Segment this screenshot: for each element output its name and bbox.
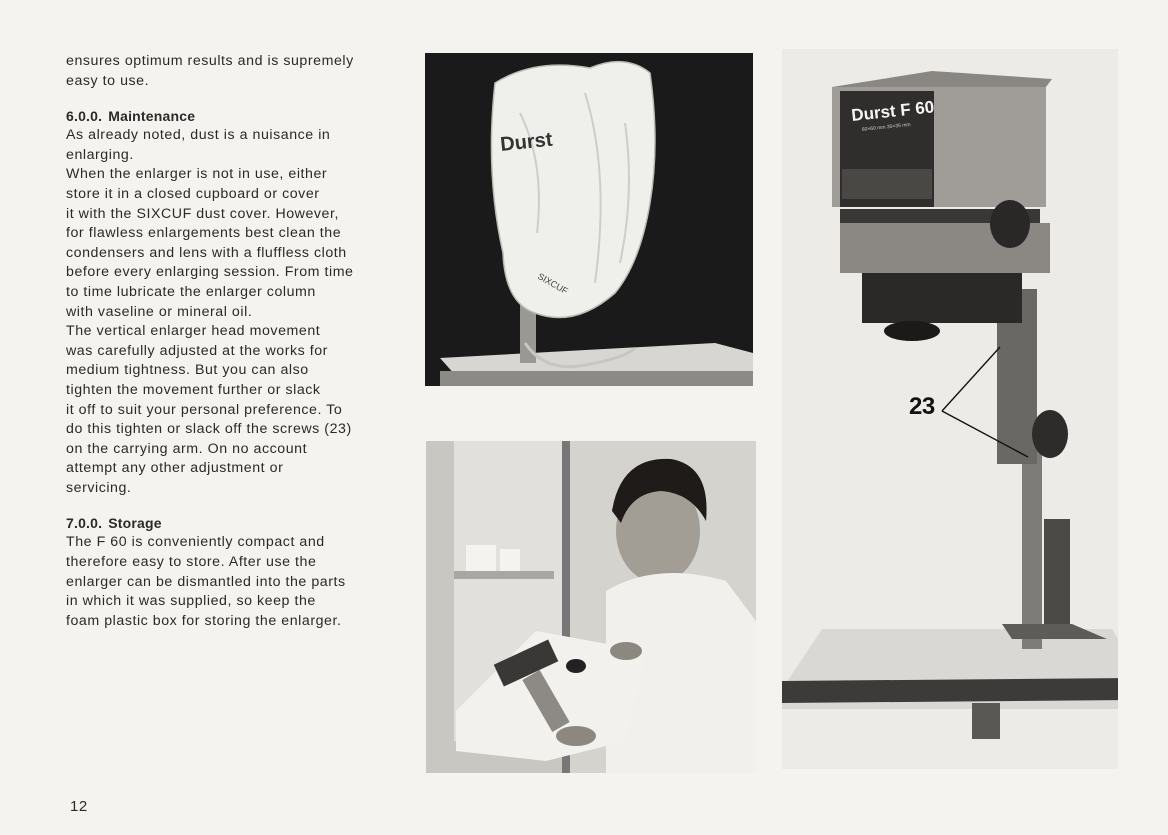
storage-body: The F 60 is conveniently compact and therefore easy to store. After use the enlarger can be dismantled into the parts in which it was supplied, so keep the foam plastic box for storing the enlarger. [66, 534, 346, 629]
section-heading-maintenance [66, 107, 406, 126]
sixcuf-label: SIXCUF [536, 271, 570, 297]
dust-cover-photo [425, 53, 753, 386]
enlarger-sublabel: 60×60 mm 35×35 mm [861, 121, 911, 133]
enlarger-model-label: Durst F 60 [850, 97, 936, 125]
storage-photo [426, 441, 756, 773]
section-title: Maintenance [108, 108, 196, 125]
page-number: 12 [70, 798, 88, 815]
durst-logo: Durst [499, 128, 554, 156]
section-heading-storage [66, 514, 406, 533]
intro-paragraph: ensures optimum results and is supremely easy to use. [66, 53, 354, 89]
section-title: Storage [108, 515, 162, 532]
text-column [66, 52, 406, 631]
maintenance-body: As already noted, dust is a nuisance in enlarging. When the enlarger is not in use, either store it in a closed cupboard or cover it with the SIXCUF dust cover. However, for flawless enlargements best clean the condensers and lens with a fluffless cloth before every enlarging session. From time to time lubricate the enlarger column with vaseline or mineral oil. The vertical enlarger head movement was carefully adjusted at the works for medium tightness. But you can also tighten the movement further or slack it off to suit your personal preference. To do this tighten or slack off the screws (23) on the carrying arm. On no account attempt any other adjustment or servicing. [66, 127, 354, 496]
screw-callout-label: 23 [909, 393, 935, 420]
enlarger-photo [782, 49, 1118, 769]
section-number: 6.0.0. [66, 108, 103, 125]
section-number: 7.0.0. [66, 515, 103, 532]
